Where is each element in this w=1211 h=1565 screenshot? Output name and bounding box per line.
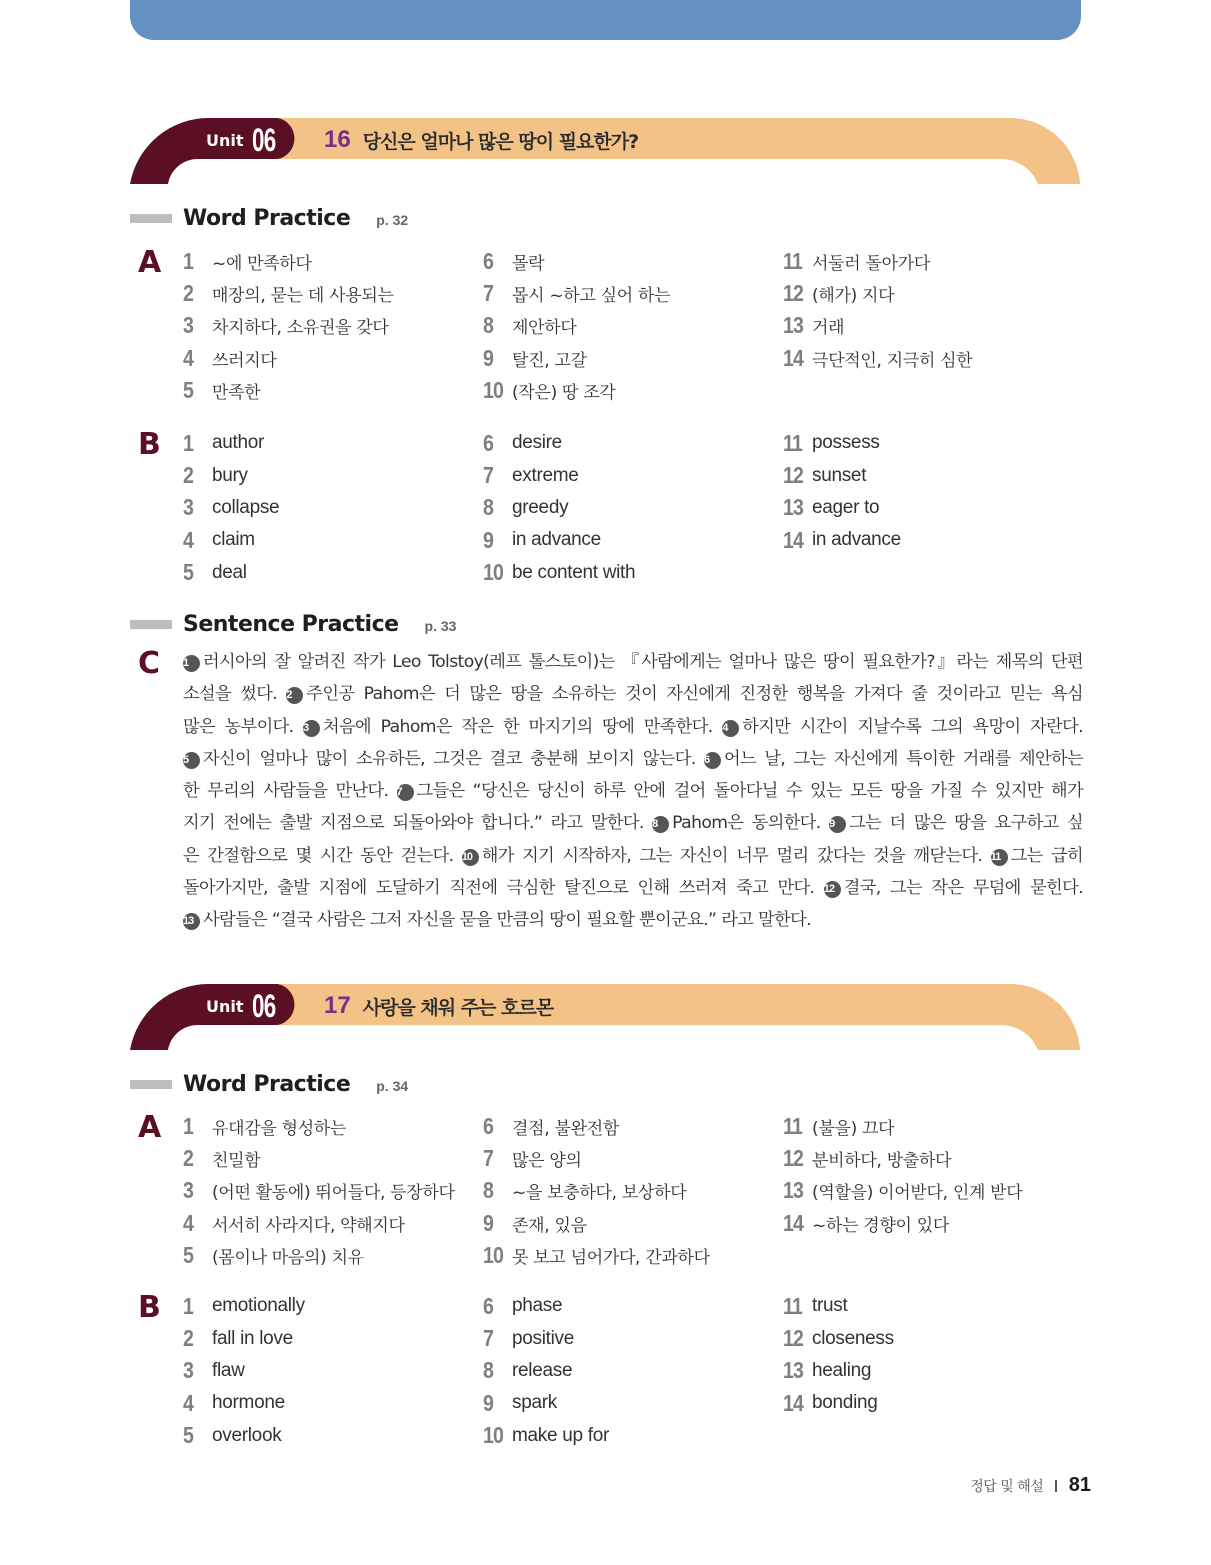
unit-badge <box>206 122 280 158</box>
word-list-a-col2 <box>483 245 670 407</box>
sentence-text: 한 무리의 사람들을 만난다. <box>183 781 397 802</box>
list-item: 2 bury <box>183 462 248 489</box>
section-page-ref: p. 32 <box>376 212 409 228</box>
sentence-text: 은 간절함으로 몇 시간 동안 걷는다. <box>183 845 462 866</box>
list-item: 13 eager to <box>783 494 880 521</box>
sentence-text: 그들은 “당신은 당신이 하루 안에 걸어 돌아다닐 수 있는 모든 땅을 가질 수 있지만 해가 <box>416 781 1083 802</box>
list-item: 7 extreme <box>483 462 579 489</box>
list-item: 10 (작은) 땅 조각 <box>483 377 616 404</box>
list-item: 8 ~을 보충하다, 보상하다 <box>483 1177 687 1204</box>
list-item: 2 매장의, 묻는 데 사용되는 <box>183 280 394 307</box>
sentence-text: 소설을 썼다. <box>183 684 287 705</box>
exercise-letter-c: C <box>138 646 161 681</box>
sentence-number-icon: 10 <box>462 849 479 866</box>
list-item: 12 (해가) 지다 <box>783 280 895 307</box>
page-number: 81 <box>1068 1474 1091 1496</box>
section-title: Sentence Practice <box>183 611 399 637</box>
sentence-number-icon: 4 <box>722 720 739 737</box>
list-item: 14 극단적인, 지극히 심한 <box>783 344 973 371</box>
list-item: 14 ~하는 경향이 있다 <box>783 1209 950 1236</box>
paragraph-line <box>183 646 1083 678</box>
sentence-text: 그는 더 많은 땅을 요구하고 싶 <box>849 813 1083 834</box>
list-item: 13 healing <box>783 1357 872 1384</box>
sentence-text: Pahom은 동의한다. <box>672 813 830 834</box>
sentence-text: 해가 지기 시작하자, 그는 자신이 너무 멀리 갔다는 것을 깨닫는다. <box>481 845 991 866</box>
word-list-b-col2 <box>483 427 635 589</box>
word-list-a-col3 <box>783 1110 1022 1240</box>
sentence-number-icon: 12 <box>824 881 841 898</box>
lesson-title <box>324 990 553 1022</box>
lesson-title <box>324 124 638 156</box>
sentence-text: 돌아가지만, 출발 지점에 도달하기 직전에 극심한 탈진으로 인해 쓰러져 죽고 만다. <box>183 878 824 899</box>
exercise-letter-b: B <box>138 1290 161 1325</box>
list-item: 9 in advance <box>483 526 601 553</box>
list-item: 10 make up for <box>483 1422 610 1449</box>
list-item: 8 release <box>483 1357 573 1384</box>
lesson-header <box>130 118 1081 188</box>
list-item: 3 차지하다, 소유권을 갖다 <box>183 312 389 339</box>
list-item: 1 author <box>183 429 265 456</box>
list-item: 3 flaw <box>183 1357 245 1384</box>
list-item: 12 분비하다, 방출하다 <box>783 1145 952 1172</box>
top-color-band <box>130 0 1081 40</box>
exercise-letter-a: A <box>138 245 162 280</box>
list-item: 10 be content with <box>483 559 636 586</box>
list-item: 14 bonding <box>783 1389 878 1416</box>
list-item: 8 greedy <box>483 494 569 521</box>
list-item: 9 탈진, 고갈 <box>483 344 587 371</box>
sentence-text: 러시아의 잘 알려진 작가 Leo Tolstoy(레프 톨스토이)는 『사람에게는 얼마나 많은 땅이 필요한가?』라는 제목의 단편 <box>203 652 1083 672</box>
page-footer <box>970 1474 1091 1497</box>
list-item: 6 phase <box>483 1292 563 1319</box>
sentence-number-icon: 3 <box>303 720 320 737</box>
section-bar <box>130 620 172 629</box>
section-title: Word Practice <box>183 1071 351 1097</box>
word-list-a-col2 <box>483 1110 710 1272</box>
section-title: Word Practice <box>183 205 351 231</box>
list-item: 6 결점, 불완전함 <box>483 1112 619 1139</box>
lesson-number: 16 <box>324 126 351 153</box>
word-list-a-col3 <box>783 245 972 375</box>
list-item: 13 (역할을) 이어받다, 인계 받다 <box>783 1177 1023 1204</box>
list-item: 7 몹시 ~하고 싶어 하는 <box>483 280 671 307</box>
lesson-name: 사랑을 채워 주는 호르몬 <box>362 996 554 1019</box>
section-bar <box>130 1080 172 1089</box>
sentence-number-icon: 6 <box>704 752 721 769</box>
list-item: 11 trust <box>783 1292 848 1319</box>
list-item: 8 제안하다 <box>483 312 577 339</box>
paragraph-line <box>183 711 1083 743</box>
list-item: 14 in advance <box>783 526 901 553</box>
lesson-name: 당신은 얼마나 많은 땅이 필요한가? <box>362 130 639 153</box>
word-list-b-col3 <box>783 427 901 557</box>
sentence-number-icon: 7 <box>397 784 414 801</box>
list-item: 5 만족한 <box>183 377 261 404</box>
word-list-b-col3 <box>783 1290 894 1420</box>
list-item: 4 hormone <box>183 1389 285 1416</box>
unit-word: Unit <box>206 996 244 1016</box>
sentence-text: 지기 전에는 출발 지점으로 되돌아와야 합니다.” 라고 말한다. <box>183 813 653 834</box>
list-item: 5 overlook <box>183 1422 282 1449</box>
list-item: 2 fall in love <box>183 1325 293 1352</box>
sentence-number-icon: 1 <box>183 655 200 672</box>
sentence-text: 결국, 그는 작은 무덤에 묻힌다. <box>843 878 1083 899</box>
list-item: 11 possess <box>783 429 880 456</box>
list-item: 7 positive <box>483 1325 575 1352</box>
list-item: 12 closeness <box>783 1325 894 1352</box>
word-practice-heading <box>130 203 408 233</box>
sentence-number-icon: 2 <box>286 687 303 704</box>
unit-number: 06 <box>251 122 276 158</box>
paragraph-line <box>183 743 1083 775</box>
list-item: 4 서서히 사라지다, 약해지다 <box>183 1209 405 1236</box>
section-page-ref: p. 34 <box>376 1078 409 1094</box>
unit-word: Unit <box>206 130 244 150</box>
translation-paragraph <box>183 646 1083 937</box>
list-item: 1 emotionally <box>183 1292 305 1319</box>
sentence-text: 사람들은 “결국 사람은 그저 자신을 묻을 만큼의 땅이 필요할 뿐이군요.” 라고 말한다. <box>203 910 811 931</box>
list-item: 6 desire <box>483 429 562 456</box>
word-list-b-col1 <box>183 1290 305 1452</box>
list-item: 4 쓰러지다 <box>183 344 277 371</box>
list-item: 9 spark <box>483 1389 557 1416</box>
list-item: 12 sunset <box>783 462 867 489</box>
list-item: 6 몰락 <box>483 247 545 274</box>
sentence-text: 그는 급히 <box>1010 845 1083 866</box>
paragraph-line <box>183 775 1083 807</box>
unit-badge <box>206 988 280 1024</box>
sentence-text: 자신이 얼마나 많이 소유하든, 그것은 결코 충분해 보이지 않는다. <box>203 748 704 769</box>
list-item: 11 (불을) 끄다 <box>783 1112 895 1139</box>
sentence-text: 어느 날, 그는 자신에게 특이한 거래를 제안하는 <box>723 748 1083 769</box>
list-item: 1 유대감을 형성하는 <box>183 1112 347 1139</box>
paragraph-line <box>183 872 1083 904</box>
paragraph-line <box>183 840 1083 872</box>
list-item: 3 (어떤 활동에) 뛰어들다, 등장하다 <box>183 1177 455 1204</box>
sentence-text: 주인공 Pahom은 더 많은 땅을 소유하는 것이 자신에게 진정한 행복을 가져다 줄 것이라고 믿는 욕심 <box>306 684 1084 705</box>
sentence-text: 하지만 시간이 지날수록 그의 욕망이 자란다. <box>742 716 1083 737</box>
sentence-number-icon: 8 <box>652 816 669 833</box>
list-item: 9 존재, 있음 <box>483 1209 587 1236</box>
list-item: 11 서둘러 돌아가다 <box>783 247 930 274</box>
sentence-number-icon: 11 <box>991 849 1008 866</box>
list-item: 4 claim <box>183 526 255 553</box>
sentence-number-icon: 9 <box>829 816 846 833</box>
list-item: 1 ~에 만족하다 <box>183 247 312 274</box>
unit-number: 06 <box>251 988 276 1024</box>
list-item: 5 deal <box>183 559 247 586</box>
paragraph-line <box>183 904 1083 936</box>
list-item: 13 거래 <box>783 312 845 339</box>
list-item: 2 친밀함 <box>183 1145 261 1172</box>
list-item: 10 못 보고 넘어가다, 간과하다 <box>483 1242 710 1269</box>
lesson-number: 17 <box>324 992 351 1019</box>
section-page-ref: p. 33 <box>424 618 457 634</box>
footer-label: 정답 및 해설 <box>970 1478 1044 1495</box>
list-item: 5 (몸이나 마음의) 치유 <box>183 1242 364 1269</box>
word-list-b-col2 <box>483 1290 609 1452</box>
word-list-b-col1 <box>183 427 279 589</box>
sentence-text: 많은 농부이다. <box>183 716 304 737</box>
word-practice-heading <box>130 1069 408 1099</box>
footer-divider <box>1055 1480 1057 1492</box>
list-item: 3 collapse <box>183 494 280 521</box>
word-list-a-col1 <box>183 245 394 407</box>
paragraph-line <box>183 807 1083 839</box>
sentence-number-icon: 13 <box>183 913 200 930</box>
exercise-letter-b: B <box>138 427 161 462</box>
paragraph-line <box>183 678 1083 710</box>
exercise-letter-a: A <box>138 1110 162 1145</box>
lesson-header <box>130 984 1081 1054</box>
sentence-number-icon: 5 <box>183 752 200 769</box>
sentence-practice-heading <box>130 609 456 639</box>
list-item: 7 많은 양의 <box>483 1145 582 1172</box>
section-bar <box>130 214 172 223</box>
word-list-a-col1 <box>183 1110 455 1272</box>
sentence-text: 처음에 Pahom은 작은 한 마지기의 땅에 만족한다. <box>323 716 723 737</box>
